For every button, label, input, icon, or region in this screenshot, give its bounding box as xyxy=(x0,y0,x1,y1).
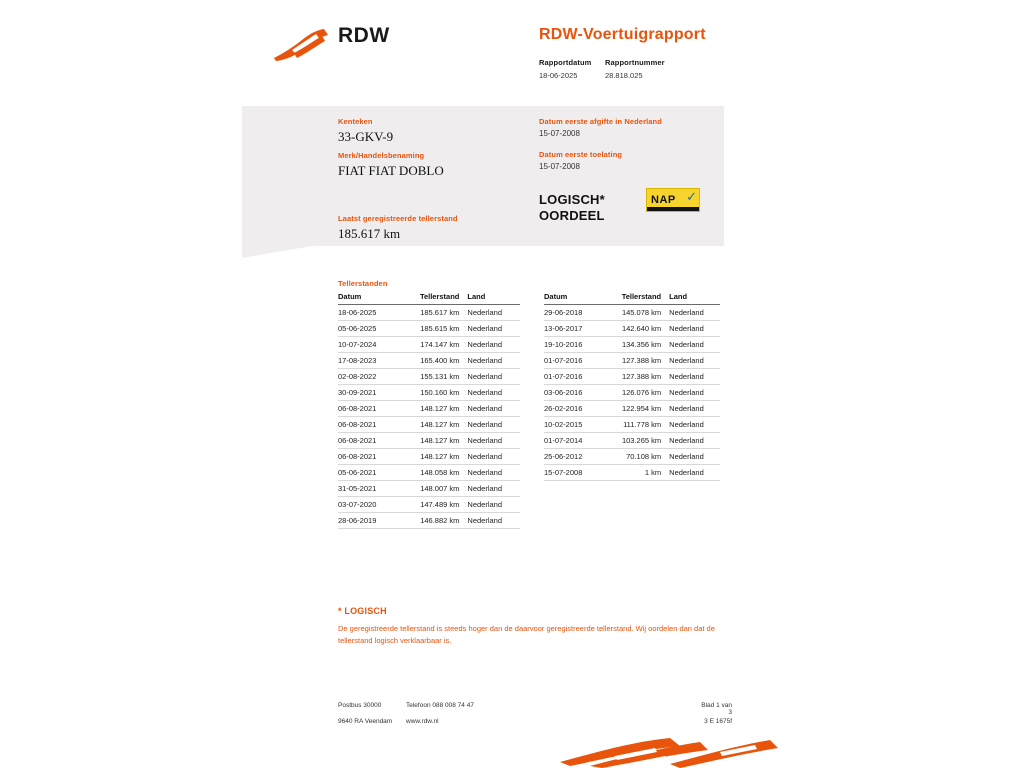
cell-land: Nederland xyxy=(669,449,720,465)
table-row xyxy=(338,433,520,449)
col-header-datum: Datum xyxy=(338,292,397,305)
cell-tellerstand: 165.400 km xyxy=(397,353,468,369)
table-row xyxy=(338,401,520,417)
table-row xyxy=(338,449,520,465)
report-number-block xyxy=(605,58,665,80)
cell-tellerstand: 145.078 km xyxy=(601,305,669,321)
cell-datum: 19-10-2016 xyxy=(544,337,601,353)
cell-tellerstand: 148.058 km xyxy=(397,465,468,481)
cell-tellerstand: 185.617 km xyxy=(397,305,468,321)
cell-land: Nederland xyxy=(669,321,720,337)
footer-address-line-2: 9640 RA Veendam xyxy=(338,718,393,725)
panel-notch xyxy=(242,246,312,258)
report-date-block xyxy=(539,58,605,80)
cell-tellerstand: 1 km xyxy=(601,465,669,481)
cell-land: Nederland xyxy=(669,465,720,481)
cell-datum: 01-07-2014 xyxy=(544,433,601,449)
cell-tellerstand: 142.640 km xyxy=(601,321,669,337)
cell-tellerstand: 185.615 km xyxy=(397,321,468,337)
cell-datum: 31-05-2021 xyxy=(338,481,397,497)
cell-tellerstand: 174.147 km xyxy=(397,337,468,353)
cell-land: Nederland xyxy=(669,417,720,433)
col-header-land: Land xyxy=(669,292,720,305)
footer-website[interactable]: www.rdw.nl xyxy=(406,718,439,725)
table-row xyxy=(338,465,520,481)
table-row xyxy=(544,417,720,433)
cell-datum: 01-07-2016 xyxy=(544,369,601,385)
cell-tellerstand: 148.007 km xyxy=(397,481,468,497)
cell-tellerstand: 127.388 km xyxy=(601,369,669,385)
cell-tellerstand: 134.356 km xyxy=(601,337,669,353)
cell-land: Nederland xyxy=(467,369,520,385)
cell-datum: 17-08-2023 xyxy=(338,353,397,369)
report-date-label: Rapportdatum xyxy=(539,58,592,67)
cell-tellerstand: 148.127 km xyxy=(397,449,468,465)
nap-badge-bar xyxy=(647,207,699,211)
cell-land: Nederland xyxy=(467,465,520,481)
table-row xyxy=(338,321,520,337)
cell-datum: 06-08-2021 xyxy=(338,417,397,433)
cell-land: Nederland xyxy=(669,369,720,385)
cell-datum: 06-08-2021 xyxy=(338,401,397,417)
cell-datum: 28-06-2019 xyxy=(338,513,397,529)
footer-phone: Telefoon 088 008 74 47 xyxy=(406,702,474,709)
table-row xyxy=(544,433,720,449)
footnote-title: * LOGISCH xyxy=(338,606,387,616)
footer-page-number: Blad 1 van 3 xyxy=(701,702,732,716)
table-row xyxy=(544,465,720,481)
cell-land: Nederland xyxy=(669,401,720,417)
table-row xyxy=(338,481,520,497)
table-row xyxy=(544,321,720,337)
rdw-arrow-logo-icon xyxy=(272,28,330,62)
brand-title: RDW xyxy=(338,24,390,47)
odometer-section-title: Tellerstanden xyxy=(338,279,388,288)
cell-datum: 05-06-2021 xyxy=(338,465,397,481)
cell-datum: 30-09-2021 xyxy=(338,385,397,401)
cell-tellerstand: 146.882 km xyxy=(397,513,468,529)
cell-datum: 06-08-2021 xyxy=(338,433,397,449)
cell-tellerstand: 103.265 km xyxy=(601,433,669,449)
cell-tellerstand: 122.954 km xyxy=(601,401,669,417)
cell-land: Nederland xyxy=(467,417,520,433)
first-admission-label: Datum eerste toelating xyxy=(539,150,623,159)
footnote-body: De geregistreerde tellerstand is steeds hoger dan de daarvoor geregistreerde tellerstand. Wij oordelen dan dat de tellerstand logisch verklaarbaar is. xyxy=(338,624,715,645)
table-row xyxy=(338,497,520,513)
col-header-land: Land xyxy=(467,292,520,305)
table-row xyxy=(338,513,520,529)
cell-land: Nederland xyxy=(467,353,520,369)
col-header-tellerstand: Tellerstand xyxy=(601,292,669,305)
cell-land: Nederland xyxy=(467,449,520,465)
cell-datum: 13-06-2017 xyxy=(544,321,601,337)
footer-address-line-1: Postbus 30000 xyxy=(338,702,382,709)
kenteken-label: Kenteken xyxy=(338,117,373,126)
cell-datum: 10-07-2024 xyxy=(338,337,397,353)
cell-land: Nederland xyxy=(669,305,720,321)
cell-datum: 18-06-2025 xyxy=(338,305,397,321)
cell-datum: 01-07-2016 xyxy=(544,353,601,369)
cell-datum: 10-02-2015 xyxy=(544,417,601,433)
cell-land: Nederland xyxy=(467,321,520,337)
cell-land: Nederland xyxy=(467,513,520,529)
cell-land: Nederland xyxy=(467,401,520,417)
vehicle-summary-panel xyxy=(242,106,724,246)
cell-datum: 29-06-2018 xyxy=(544,305,601,321)
kenteken-value: 33-GKV-9 xyxy=(338,129,394,144)
cell-land: Nederland xyxy=(669,337,720,353)
verdict-line-2: OORDEEL xyxy=(539,208,605,223)
first-registration-nl-value: 15-07-2008 xyxy=(539,129,580,138)
table-row xyxy=(338,417,520,433)
cell-datum: 02-08-2022 xyxy=(338,369,397,385)
cell-tellerstand: 127.388 km xyxy=(601,353,669,369)
cell-land: Nederland xyxy=(669,353,720,369)
cell-land: Nederland xyxy=(467,481,520,497)
table-row xyxy=(338,337,520,353)
report-number-value: 28.818.025 xyxy=(605,71,643,80)
cell-land: Nederland xyxy=(467,497,520,513)
last-odometer-label: Laatst geregistreerde tellerstand xyxy=(338,214,458,223)
table-header-row xyxy=(544,292,720,305)
verdict-line-1: LOGISCH* xyxy=(539,192,605,207)
merk-value: FIAT FIAT DOBLO xyxy=(338,163,444,178)
cell-tellerstand: 111.778 km xyxy=(601,417,669,433)
nap-badge-label: NAP xyxy=(651,194,676,206)
cell-land: Nederland xyxy=(467,305,520,321)
table-row xyxy=(544,385,720,401)
cell-tellerstand: 148.127 km xyxy=(397,401,468,417)
table-row xyxy=(544,353,720,369)
table-header-row xyxy=(338,292,520,305)
table-row xyxy=(544,369,720,385)
cell-tellerstand: 148.127 km xyxy=(397,433,468,449)
cell-tellerstand: 155.131 km xyxy=(397,369,468,385)
table-row xyxy=(544,401,720,417)
table-row xyxy=(544,337,720,353)
report-number-label: Rapportnummer xyxy=(605,58,665,67)
table-row xyxy=(338,385,520,401)
first-admission-value: 15-07-2008 xyxy=(539,162,580,171)
verdict-block xyxy=(539,192,605,224)
cell-datum: 03-07-2020 xyxy=(338,497,397,513)
table-row xyxy=(338,305,520,321)
cell-land: Nederland xyxy=(669,433,720,449)
cell-datum: 05-06-2025 xyxy=(338,321,397,337)
first-registration-nl-label: Datum eerste afgifte in Nederland xyxy=(539,117,662,126)
last-odometer-value: 185.617 km xyxy=(338,226,401,241)
table-row xyxy=(338,353,520,369)
report-date-value: 18-06-2025 xyxy=(539,71,578,80)
cell-datum: 26-02-2016 xyxy=(544,401,601,417)
cell-datum: 06-08-2021 xyxy=(338,449,397,465)
cell-tellerstand: 150.160 km xyxy=(397,385,468,401)
nap-badge xyxy=(646,188,700,212)
bottom-decorative-arrows-icon xyxy=(520,736,820,768)
cell-tellerstand: 147.489 km xyxy=(397,497,468,513)
cell-land: Nederland xyxy=(467,385,520,401)
merk-label: Merk/Handelsbenaming xyxy=(338,151,425,160)
cell-land: Nederland xyxy=(669,385,720,401)
table-row xyxy=(544,449,720,465)
cell-datum: 25-06-2012 xyxy=(544,449,601,465)
cell-tellerstand: 148.127 km xyxy=(397,417,468,433)
table-row xyxy=(544,305,720,321)
cell-land: Nederland xyxy=(467,433,520,449)
odometer-table-left xyxy=(338,292,520,529)
footer-form-code: 3 E 1675f xyxy=(704,718,732,725)
col-header-datum: Datum xyxy=(544,292,601,305)
col-header-tellerstand: Tellerstand xyxy=(397,292,468,305)
cell-datum: 03-06-2016 xyxy=(544,385,601,401)
odometer-table-right xyxy=(544,292,720,481)
cell-land: Nederland xyxy=(467,337,520,353)
cell-tellerstand: 70.108 km xyxy=(601,449,669,465)
report-title: RDW-Voertuigrapport xyxy=(539,26,706,43)
table-row xyxy=(338,369,520,385)
check-icon: ✓ xyxy=(686,189,697,204)
report-meta xyxy=(539,58,665,80)
cell-datum: 15-07-2008 xyxy=(544,465,601,481)
cell-tellerstand: 126.076 km xyxy=(601,385,669,401)
